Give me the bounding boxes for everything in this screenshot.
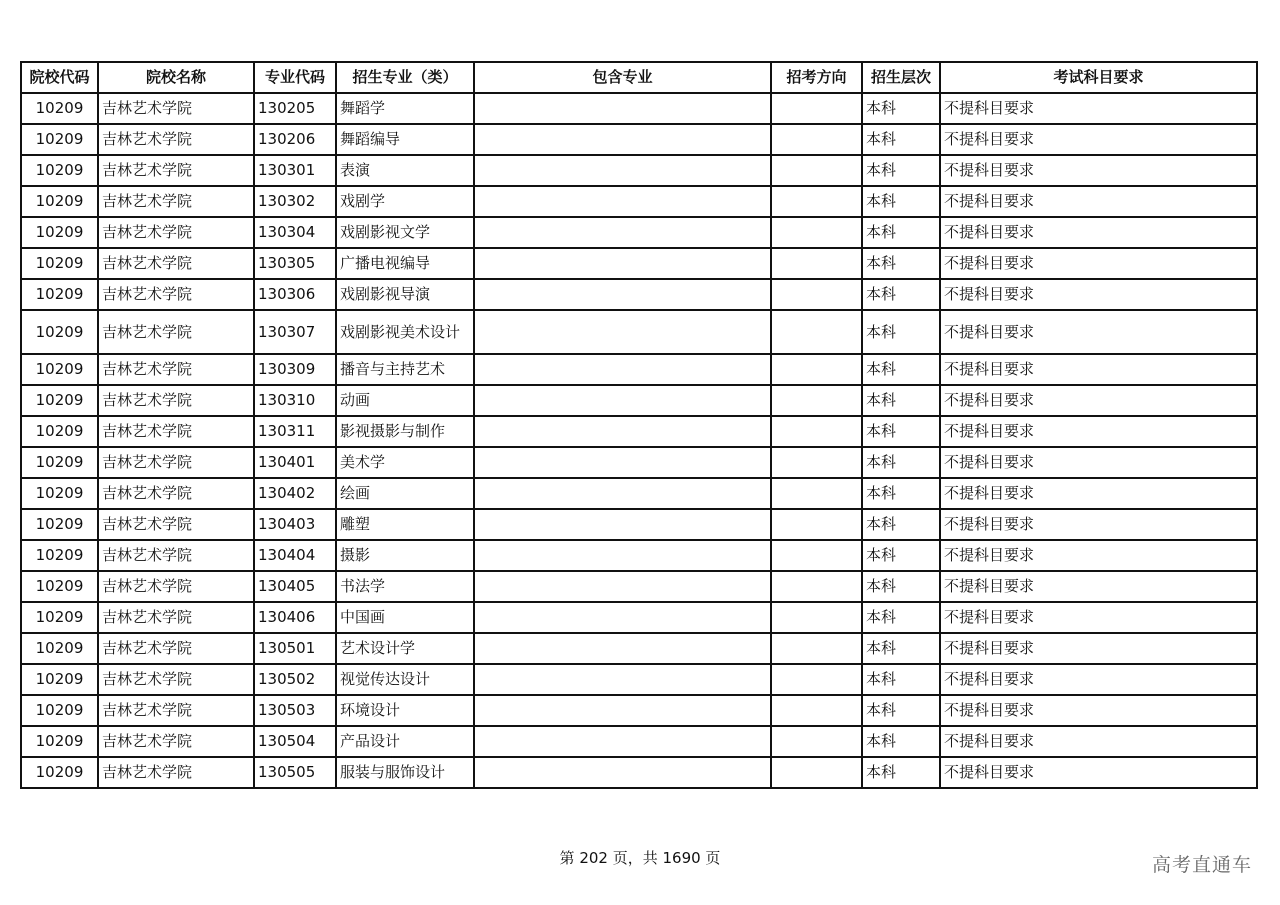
table-row	[21, 509, 1257, 540]
table-row	[21, 416, 1257, 447]
cell-direction	[771, 354, 862, 385]
cell-direction	[771, 217, 862, 248]
cell-school-name: 吉林艺术学院	[98, 248, 254, 279]
table-row	[21, 757, 1257, 788]
table-row	[21, 478, 1257, 509]
cell-included-majors	[474, 664, 771, 695]
cell-major: 表演	[336, 155, 474, 186]
cell-requirement: 不提科目要求	[940, 124, 1257, 155]
cell-major-code: 130403	[254, 509, 336, 540]
cell-major-code: 130310	[254, 385, 336, 416]
cell-requirement: 不提科目要求	[940, 354, 1257, 385]
cell-direction	[771, 726, 862, 757]
cell-level: 本科	[862, 385, 940, 416]
cell-requirement: 不提科目要求	[940, 155, 1257, 186]
cell-school-code: 10209	[21, 633, 98, 664]
cell-direction	[771, 447, 862, 478]
cell-major: 舞蹈编导	[336, 124, 474, 155]
header-direction: 招考方向	[771, 62, 862, 93]
table-row	[21, 155, 1257, 186]
cell-major: 戏剧影视文学	[336, 217, 474, 248]
cell-level: 本科	[862, 540, 940, 571]
table-row	[21, 571, 1257, 602]
cell-major-code: 130501	[254, 633, 336, 664]
cell-included-majors	[474, 416, 771, 447]
cell-requirement: 不提科目要求	[940, 416, 1257, 447]
cell-included-majors	[474, 695, 771, 726]
table-body	[21, 93, 1257, 788]
cell-school-name: 吉林艺术学院	[98, 279, 254, 310]
header-major-code: 专业代码	[254, 62, 336, 93]
table-row	[21, 124, 1257, 155]
cell-school-name: 吉林艺术学院	[98, 478, 254, 509]
cell-level: 本科	[862, 186, 940, 217]
cell-major: 摄影	[336, 540, 474, 571]
cell-included-majors	[474, 310, 771, 354]
cell-major: 戏剧影视导演	[336, 279, 474, 310]
table-row	[21, 310, 1257, 354]
cell-school-name: 吉林艺术学院	[98, 447, 254, 478]
cell-school-code: 10209	[21, 93, 98, 124]
cell-major: 播音与主持艺术	[336, 354, 474, 385]
header-included-majors: 包含专业	[474, 62, 771, 93]
cell-major: 雕塑	[336, 509, 474, 540]
cell-requirement: 不提科目要求	[940, 217, 1257, 248]
cell-direction	[771, 93, 862, 124]
cell-requirement: 不提科目要求	[940, 93, 1257, 124]
cell-requirement: 不提科目要求	[940, 540, 1257, 571]
cell-major: 书法学	[336, 571, 474, 602]
cell-direction	[771, 478, 862, 509]
cell-major: 绘画	[336, 478, 474, 509]
cell-school-name: 吉林艺术学院	[98, 633, 254, 664]
cell-major-code: 130502	[254, 664, 336, 695]
table-row	[21, 540, 1257, 571]
table-row	[21, 93, 1257, 124]
table-row	[21, 279, 1257, 310]
cell-level: 本科	[862, 695, 940, 726]
cell-school-name: 吉林艺术学院	[98, 186, 254, 217]
cell-level: 本科	[862, 248, 940, 279]
header-school-name: 院校名称	[98, 62, 254, 93]
watermark: 高考直通车	[1151, 854, 1252, 876]
cell-level: 本科	[862, 310, 940, 354]
cell-direction	[771, 633, 862, 664]
cell-included-majors	[474, 248, 771, 279]
cell-major: 艺术设计学	[336, 633, 474, 664]
cell-included-majors	[474, 385, 771, 416]
cell-direction	[771, 540, 862, 571]
cell-level: 本科	[862, 217, 940, 248]
cell-school-name: 吉林艺术学院	[98, 509, 254, 540]
cell-included-majors	[474, 571, 771, 602]
cell-level: 本科	[862, 155, 940, 186]
header-major: 招生专业（类）	[336, 62, 474, 93]
cell-requirement: 不提科目要求	[940, 726, 1257, 757]
cell-included-majors	[474, 124, 771, 155]
cell-included-majors	[474, 757, 771, 788]
cell-school-code: 10209	[21, 279, 98, 310]
table-row	[21, 602, 1257, 633]
cell-included-majors	[474, 155, 771, 186]
cell-school-code: 10209	[21, 155, 98, 186]
cell-school-code: 10209	[21, 571, 98, 602]
cell-school-code: 10209	[21, 186, 98, 217]
cell-school-name: 吉林艺术学院	[98, 695, 254, 726]
cell-major: 动画	[336, 385, 474, 416]
cell-level: 本科	[862, 478, 940, 509]
cell-school-name: 吉林艺术学院	[98, 217, 254, 248]
cell-major-code: 130503	[254, 695, 336, 726]
cell-included-majors	[474, 93, 771, 124]
cell-level: 本科	[862, 571, 940, 602]
cell-major-code: 130404	[254, 540, 336, 571]
cell-direction	[771, 248, 862, 279]
cell-school-name: 吉林艺术学院	[98, 416, 254, 447]
cell-direction	[771, 509, 862, 540]
cell-direction	[771, 757, 862, 788]
cell-major-code: 130311	[254, 416, 336, 447]
cell-school-name: 吉林艺术学院	[98, 124, 254, 155]
cell-requirement: 不提科目要求	[940, 509, 1257, 540]
cell-school-code: 10209	[21, 217, 98, 248]
cell-major-code: 130306	[254, 279, 336, 310]
cell-major: 影视摄影与制作	[336, 416, 474, 447]
cell-requirement: 不提科目要求	[940, 248, 1257, 279]
table-row	[21, 354, 1257, 385]
cell-school-code: 10209	[21, 478, 98, 509]
table-row	[21, 217, 1257, 248]
table-row	[21, 633, 1257, 664]
cell-major: 美术学	[336, 447, 474, 478]
cell-major-code: 130401	[254, 447, 336, 478]
cell-level: 本科	[862, 93, 940, 124]
cell-included-majors	[474, 447, 771, 478]
cell-direction	[771, 155, 862, 186]
cell-major-code: 130405	[254, 571, 336, 602]
cell-school-name: 吉林艺术学院	[98, 571, 254, 602]
cell-requirement: 不提科目要求	[940, 385, 1257, 416]
cell-major-code: 130302	[254, 186, 336, 217]
cell-included-majors	[474, 726, 771, 757]
cell-included-majors	[474, 509, 771, 540]
cell-major-code: 130406	[254, 602, 336, 633]
header-school-code: 院校代码	[21, 62, 98, 93]
cell-major: 戏剧学	[336, 186, 474, 217]
cell-level: 本科	[862, 602, 940, 633]
cell-school-code: 10209	[21, 248, 98, 279]
cell-school-name: 吉林艺术学院	[98, 540, 254, 571]
cell-school-name: 吉林艺术学院	[98, 385, 254, 416]
cell-school-code: 10209	[21, 447, 98, 478]
cell-requirement: 不提科目要求	[940, 664, 1257, 695]
cell-school-code: 10209	[21, 124, 98, 155]
cell-school-name: 吉林艺术学院	[98, 310, 254, 354]
cell-major-code: 130307	[254, 310, 336, 354]
cell-included-majors	[474, 602, 771, 633]
cell-major-code: 130205	[254, 93, 336, 124]
cell-school-name: 吉林艺术学院	[98, 664, 254, 695]
page-number: 第 202 页，共 1690 页	[559, 849, 721, 867]
cell-school-code: 10209	[21, 385, 98, 416]
table-row	[21, 385, 1257, 416]
cell-major: 广播电视编导	[336, 248, 474, 279]
admission-table	[20, 61, 1258, 789]
cell-requirement: 不提科目要求	[940, 447, 1257, 478]
cell-school-code: 10209	[21, 726, 98, 757]
cell-major-code: 130305	[254, 248, 336, 279]
cell-school-name: 吉林艺术学院	[98, 757, 254, 788]
cell-requirement: 不提科目要求	[940, 279, 1257, 310]
cell-requirement: 不提科目要求	[940, 186, 1257, 217]
cell-direction	[771, 602, 862, 633]
cell-direction	[771, 571, 862, 602]
cell-direction	[771, 385, 862, 416]
cell-included-majors	[474, 540, 771, 571]
cell-major: 舞蹈学	[336, 93, 474, 124]
table-header-row	[21, 62, 1257, 93]
cell-school-code: 10209	[21, 509, 98, 540]
cell-direction	[771, 416, 862, 447]
cell-major-code: 130309	[254, 354, 336, 385]
cell-school-code: 10209	[21, 602, 98, 633]
cell-requirement: 不提科目要求	[940, 695, 1257, 726]
cell-major: 服装与服饰设计	[336, 757, 474, 788]
cell-level: 本科	[862, 757, 940, 788]
cell-level: 本科	[862, 664, 940, 695]
table-row	[21, 695, 1257, 726]
cell-school-code: 10209	[21, 354, 98, 385]
cell-major-code: 130504	[254, 726, 336, 757]
cell-major-code: 130304	[254, 217, 336, 248]
cell-requirement: 不提科目要求	[940, 310, 1257, 354]
cell-included-majors	[474, 217, 771, 248]
cell-direction	[771, 310, 862, 354]
cell-included-majors	[474, 478, 771, 509]
table-row	[21, 447, 1257, 478]
cell-included-majors	[474, 186, 771, 217]
header-requirement: 考试科目要求	[940, 62, 1257, 93]
cell-major: 视觉传达设计	[336, 664, 474, 695]
cell-level: 本科	[862, 279, 940, 310]
cell-major-code: 130505	[254, 757, 336, 788]
table-row	[21, 664, 1257, 695]
table-row	[21, 248, 1257, 279]
cell-requirement: 不提科目要求	[940, 602, 1257, 633]
cell-school-code: 10209	[21, 416, 98, 447]
cell-school-code: 10209	[21, 664, 98, 695]
cell-included-majors	[474, 279, 771, 310]
cell-school-name: 吉林艺术学院	[98, 726, 254, 757]
cell-level: 本科	[862, 633, 940, 664]
cell-school-name: 吉林艺术学院	[98, 155, 254, 186]
cell-school-code: 10209	[21, 540, 98, 571]
cell-school-name: 吉林艺术学院	[98, 354, 254, 385]
header-level: 招生层次	[862, 62, 940, 93]
cell-school-code: 10209	[21, 695, 98, 726]
table-row	[21, 186, 1257, 217]
cell-level: 本科	[862, 447, 940, 478]
cell-requirement: 不提科目要求	[940, 571, 1257, 602]
cell-major-code: 130301	[254, 155, 336, 186]
cell-school-name: 吉林艺术学院	[98, 93, 254, 124]
cell-school-code: 10209	[21, 310, 98, 354]
cell-level: 本科	[862, 509, 940, 540]
cell-direction	[771, 279, 862, 310]
cell-school-code: 10209	[21, 757, 98, 788]
cell-major: 中国画	[336, 602, 474, 633]
cell-included-majors	[474, 354, 771, 385]
cell-level: 本科	[862, 354, 940, 385]
cell-major-code: 130206	[254, 124, 336, 155]
cell-direction	[771, 124, 862, 155]
cell-requirement: 不提科目要求	[940, 633, 1257, 664]
cell-direction	[771, 664, 862, 695]
cell-direction	[771, 186, 862, 217]
cell-direction	[771, 695, 862, 726]
cell-major: 环境设计	[336, 695, 474, 726]
cell-requirement: 不提科目要求	[940, 757, 1257, 788]
cell-level: 本科	[862, 726, 940, 757]
cell-level: 本科	[862, 416, 940, 447]
cell-requirement: 不提科目要求	[940, 478, 1257, 509]
cell-major: 戏剧影视美术设计	[336, 310, 474, 354]
table-row	[21, 726, 1257, 757]
cell-level: 本科	[862, 124, 940, 155]
cell-included-majors	[474, 633, 771, 664]
cell-major: 产品设计	[336, 726, 474, 757]
cell-school-name: 吉林艺术学院	[98, 602, 254, 633]
cell-major-code: 130402	[254, 478, 336, 509]
